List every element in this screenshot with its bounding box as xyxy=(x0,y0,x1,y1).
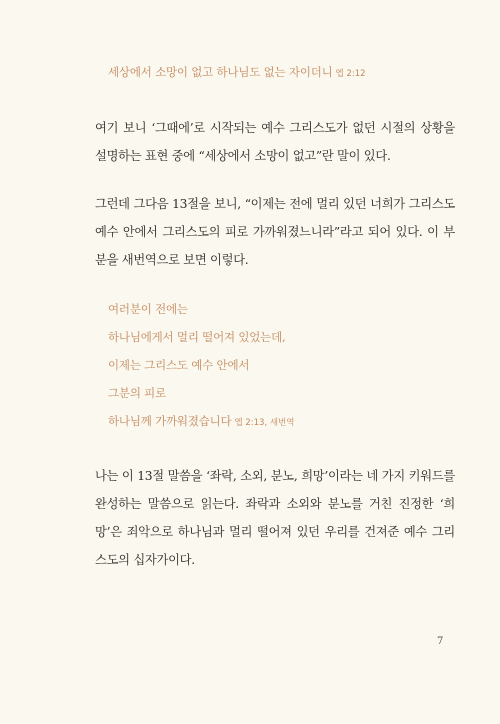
verse-line: 하나님에게서 멀리 떨어져 있었는데, xyxy=(108,330,286,344)
verse-ref: 엡 2:13, 새번역 xyxy=(234,418,295,428)
verse-line-last xyxy=(108,413,295,429)
verse-line: 이제는 그리스도 예수 안에서 xyxy=(108,358,250,372)
top-quote xyxy=(108,64,366,80)
top-quote-ref: 엡 2:12 xyxy=(335,69,366,79)
paragraph-1: 여기 보니 ‘그때에’로 시작되는 예수 그리스도가 없던 시절의 상황을 설명하는 표현 중에 “세상에서 소망이 없고”란 말이 있다. xyxy=(95,121,455,163)
paragraph-3: 나는 이 13절 말씀을 ‘좌락, 소외, 분노, 희망’이라는 네 가지 키워드를 완성하는 말씀으로 읽는다. 좌락과 소외와 분노를 거친 진정한 ‘희망’은 죄악으로 하나님과 멀리 떨어져 있던 우리를 건져준 예수 그리스도의 십자가이다. xyxy=(95,469,455,567)
top-quote-text: 세상에서 소망이 없고 하나님도 없는 자이더니 xyxy=(108,65,333,79)
verse-line: 여러분이 전에는 xyxy=(108,302,188,316)
verse-line: 그분의 피로 xyxy=(108,386,166,400)
paragraph-2: 그런데 그다음 13절을 보니, “이제는 전에 멀리 있던 너희가 그리스도 예수 안에서 그리스도의 피로 가까워졌느니라”라고 되어 있다. 이 부분을 새번역으로 보면 이렇다. xyxy=(95,197,455,267)
page-number: 7 xyxy=(437,636,444,647)
verse-line: 하나님께 가까워졌습니다 xyxy=(108,414,232,428)
